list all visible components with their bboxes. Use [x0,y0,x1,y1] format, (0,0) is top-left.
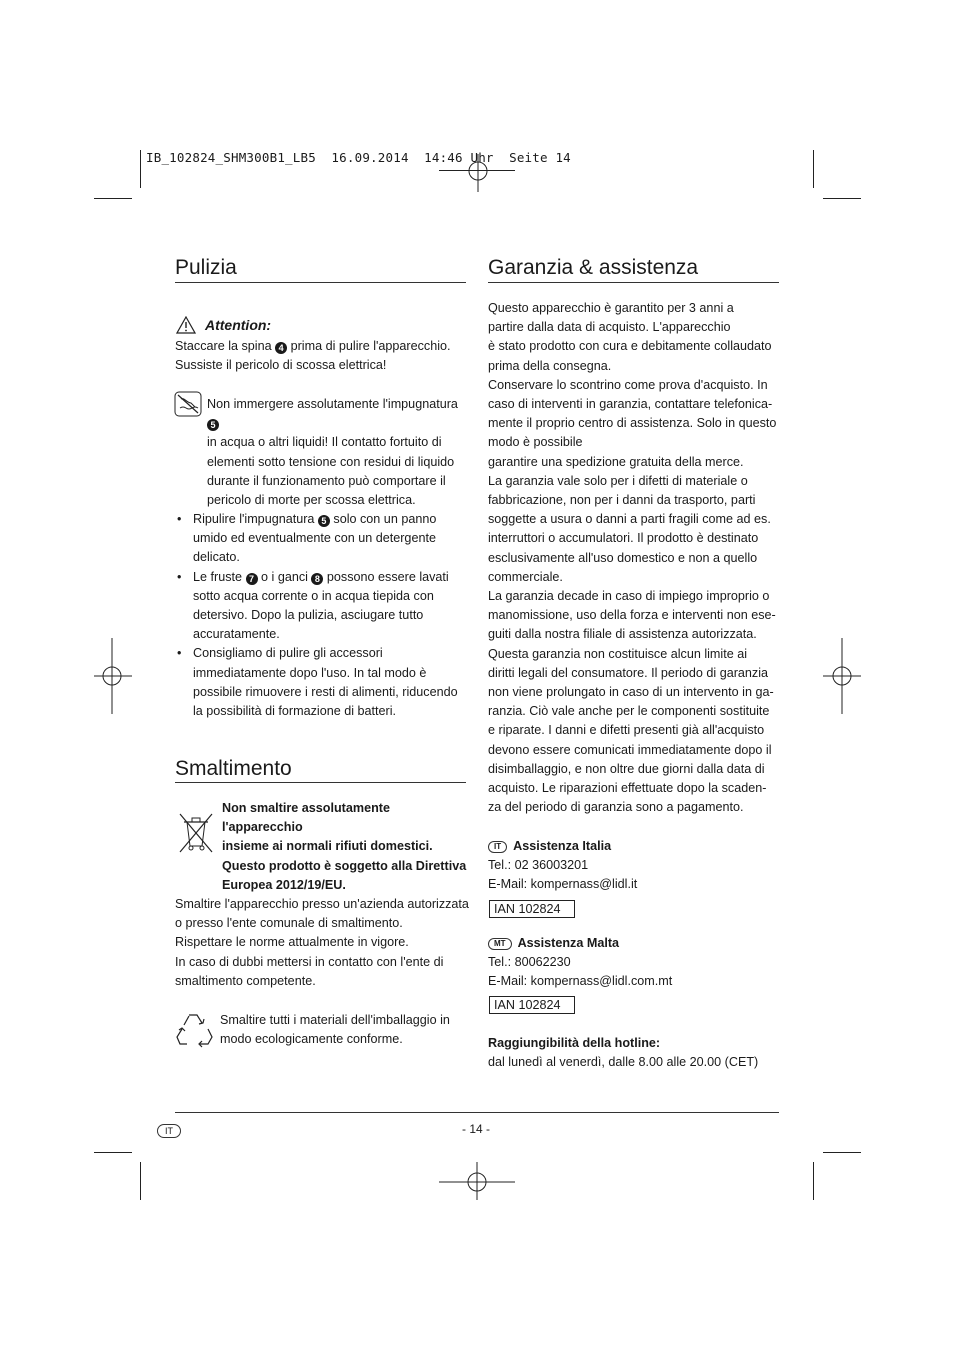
footer-rule [175,1112,779,1113]
footer-lang-badge: IT [157,1122,187,1140]
smaltimento-rule [175,782,466,783]
malta-email: E-Mail: kompernass@lidl.com.mt [488,974,673,989]
warranty-paragraph: Questo apparecchio è garantito per 3 anni a partire dalla data di acquisto. L'apparecchio è stato prodotto con cura e debitamente collaudato prima della consegna. Conservare lo scontrino come prova d'acquisto. In caso di interventi in garanzia, contattare telefonica- mente il proprio centro di assistenza. Solo in questo modo è possibile garantire una spedizione gratuita della merce. La garanzia vale solo per i difetti di materiale o fabbricazione, non per i danni da trasporto, parti soggette a usura o danni a parti fragili come ad es. interruttori o accumulatori. Il prodotto è destinato esclusivamente all'uso domestico e non a quello commerciale. La garanzia decade in caso di impiego improprio o manomissione, uso della forza e interventi non ese- guiti dalla nostra filiale di assistenza autorizzata. Questa garanzia non costituisce alcun limite ai diritti legali del consumatore. Il periodo di garanzia non viene prolungato in caso di un intervento in ga- ranzia. Ciò vale anche per le componenti sostituite e riparate. I danni e difetti presenti già all'acquisto devono essere comunicati immediatamente dopo il disimballaggio, e non oltre due giorni dalla data di acquisto. Le riparazioni effettuate dopo la scaden- za del periodo di garanzia sono a pagamento. [488,301,777,815]
registration-mark-bottom-icon [439,1162,515,1200]
malta-ian-box: IAN 102824 [489,996,575,1014]
garanzia-rule [488,282,779,283]
garanzia-title: Garanzia & assistenza [488,256,699,279]
attention-label: Attention: [205,317,272,333]
recycle-icon [175,1011,215,1049]
italy-phone: Tel.: 02 36003201 [488,858,589,873]
cleaning-bullets [175,510,466,721]
italy-email: E-Mail: kompernass@lidl.it [488,877,638,892]
italy-ian-box: IAN 102824 [489,900,575,918]
print-slug: IB_102824_SHM300B1_LB5 16.09.2014 14:46 Uhr Seite 14 [146,150,571,165]
smaltimento-title: Smaltimento [175,757,292,780]
list-item: • Le fruste 7 o i ganci 8 possono essere lavati sotto acqua corrente o in acqua tiepida con detersivo. Dopo la pulizia, asciugare tutto accuratamente. [175,568,466,645]
packaging-notice: Smaltire tutti i materiali dell'imballaggio in modo ecologicamente conforme. [220,1013,450,1047]
registration-mark-left-icon [94,638,132,714]
pulizia-title: Pulizia [175,256,237,279]
no-immersion-icon [174,391,202,417]
country-flag-badge: MT [488,938,512,950]
hotline-section: Raggiungibilità della hotline: dal lunedì al venerdì, dalle 8.00 alle 20.00 (CET) [488,1036,759,1070]
warning-triangle-icon [176,316,196,334]
country-flag-badge: IT [488,841,507,853]
disposal-paragraph: Smaltire l'apparecchio presso un'azienda autorizzata o presso l'ente comunale di smaltimento. Rispettare le norme attualmente in vigore. In caso di dubbi mettersi in contatto con l'ente di smaltimento competente. [175,897,469,988]
part-number-badge: 4 [275,342,287,354]
list-item: • Consigliamo di pulire gli accessori immediatamente dopo l'uso. In tal modo è possibile rimuovere i resti di alimenti, riducendo la possibilità di formazione di batteri. [175,644,466,721]
weee-notice: Non smaltire assolutamente l'apparecchio insieme ai normali rifiuti domestici. Questo prodotto è soggetto alla Direttiva Europea 2012/19/EU. [222,801,467,892]
assistenza-malta: MT Assistenza Malta Tel.: 80062230 E-Mail: kompernass@lidl.com.mt [488,934,788,992]
list-item: • Ripulire l'impugnatura 5 solo con un panno umido ed eventualmente con un detergente delicato. [175,510,466,568]
malta-phone: Tel.: 80062230 [488,955,571,970]
part-number-badge: 5 [207,419,219,431]
page-number: - 14 - [462,1122,491,1136]
pulizia-rule [175,282,466,283]
immerse-warning: Non immergere assolutamente l'impugnatura 5 in acqua o altri liquidi! Il contatto fortuito di elementi sotto tensione con residui di liquido durante il funzionamento può comportare il pericolo di morte per scossa elettrica. [207,397,458,508]
attention-text: Staccare la spina 4 prima di pulire l'apparecchio. Sussiste il pericolo di scossa elettrica! [175,339,451,373]
registration-mark-right-icon [823,638,861,714]
weee-bin-icon [178,812,214,854]
assistenza-italia: IT Assistenza Italia Tel.: 02 36003201 E-Mail: kompernass@lidl.it [488,837,788,895]
registration-mark-top-icon [462,154,494,192]
